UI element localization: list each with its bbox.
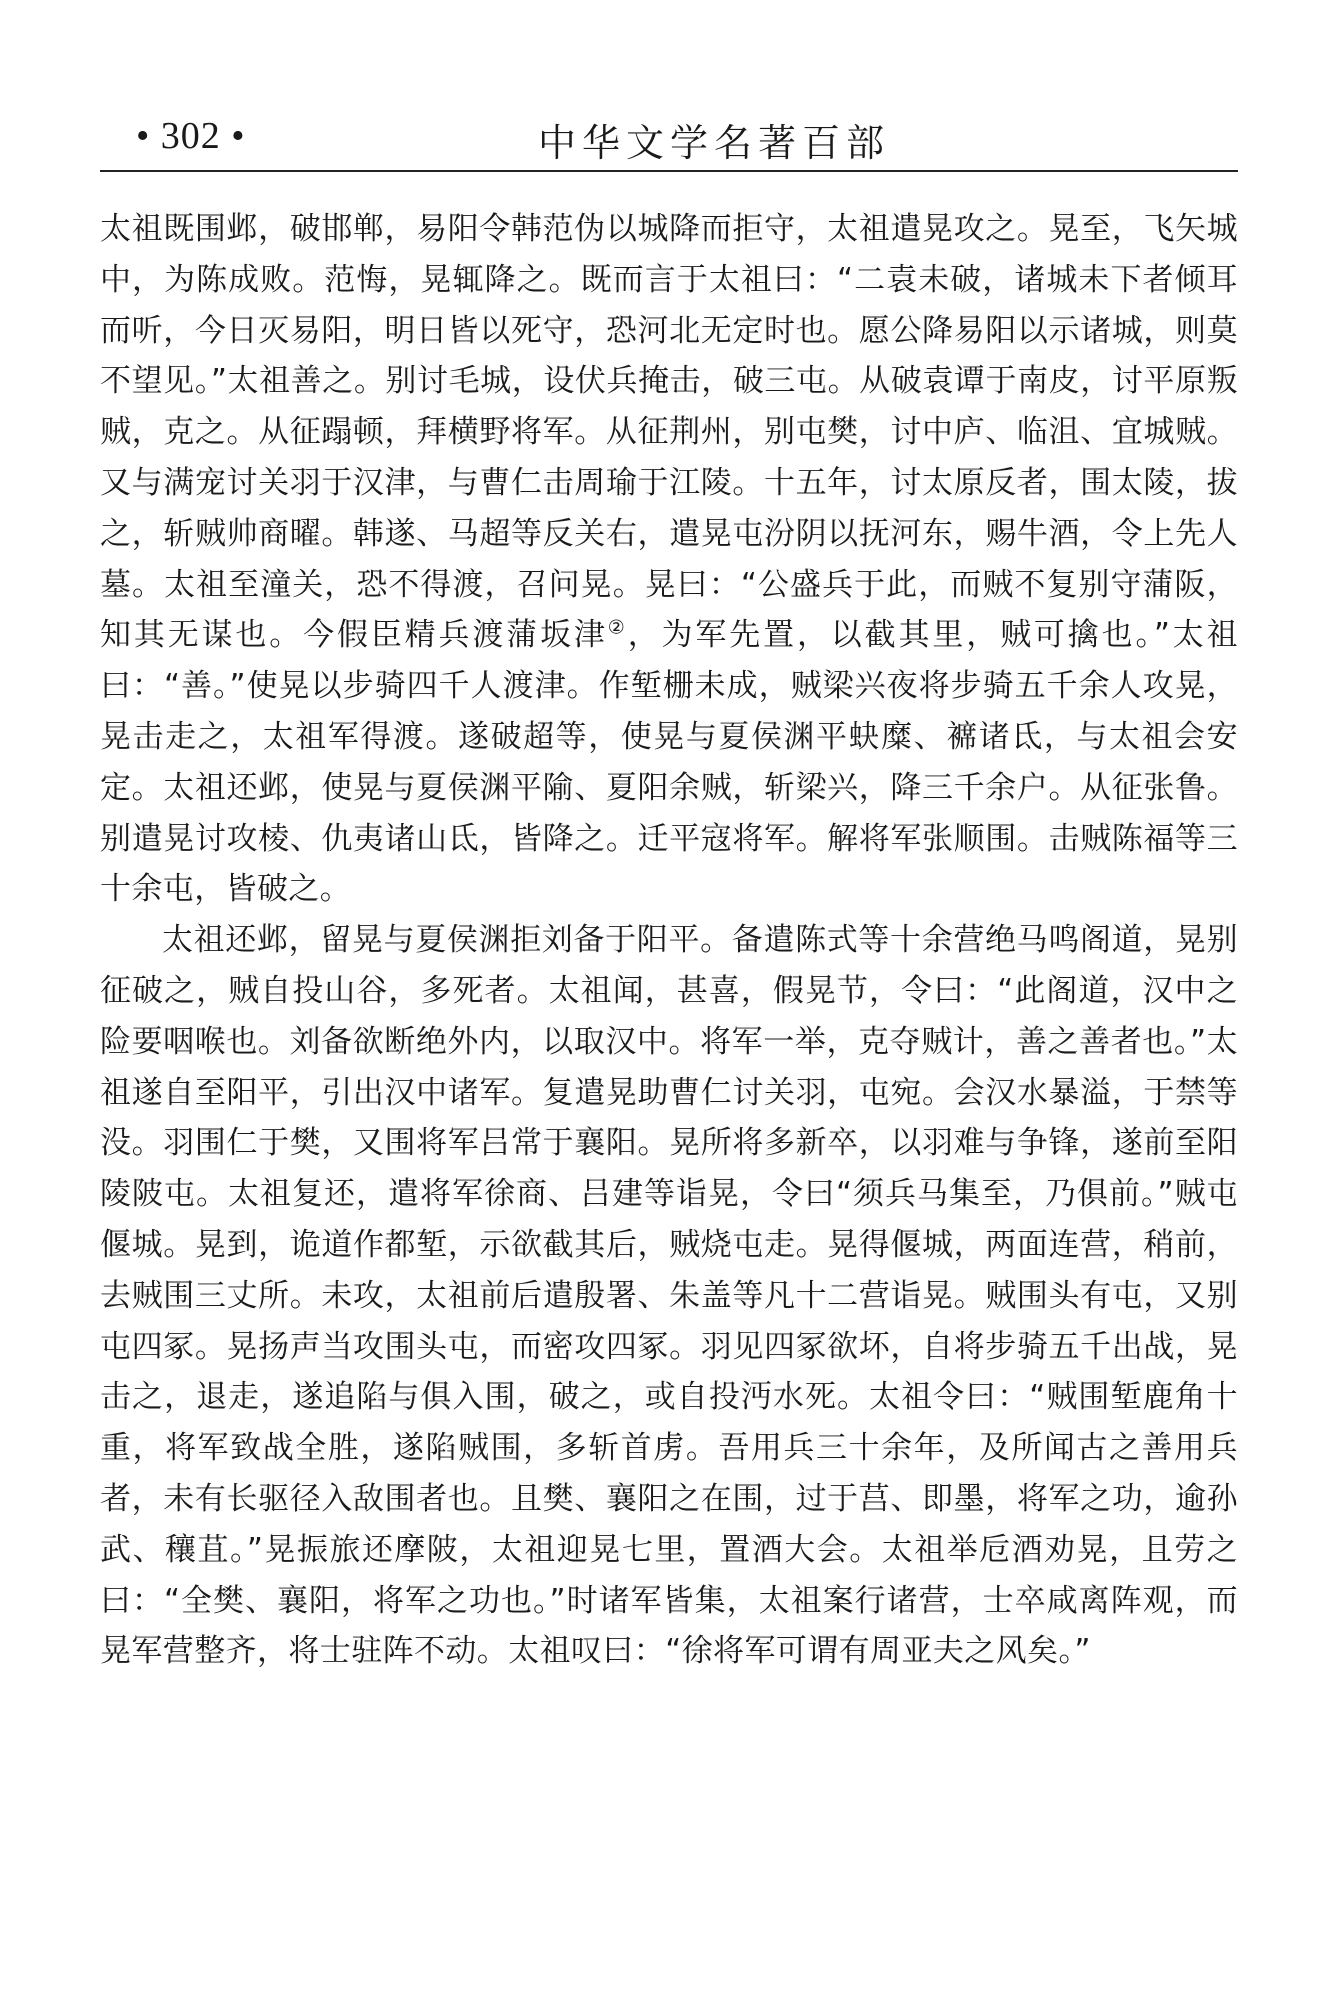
paragraph-2: 太祖还邺，留晃与夏侯渊拒刘备于阳平。备遣陈式等十余营绝马鸣阁道，晃别征破之，贼自投山谷，多死者。太祖闻，甚喜，假晃节，令曰：“此阁道，汉中之险要咽喉也。刘备欲断绝外内，以取汉中。将军一举，克夺贼计，善之善者也。”太祖遂自至阳平，引出汉中诸军。复遣晃助曹仁讨关羽，屯宛。会汉水暴溢，于禁等没。羽围仁于樊，又围将军吕常于襄阳。晃所将多新卒，以羽难与争锋，遂前至阳陵陂屯。太祖复还，遣将军徐商、吕建等诣晃，令曰“须兵马集至，乃俱前。”贼屯偃城。晃到，诡道作都堑，示欲截其后，贼烧屯走。晃得偃城，两面连营，稍前，去贼围三丈所。未攻，太祖前后遣殷署、朱盖等凡十二营诣晃。贼围头有屯，又别屯四冢。晃扬声当攻围头屯，而密攻四冢。羽见四冢欲坏，自将步骑五千出战，晃击之，退走，遂追陷与俱入围，破之，或自投沔水死。太祖令曰：“贼围堑鹿角十重，将军致战全胜，遂陷贼围，多斩首虏。吾用兵三十余年，及所闻古之善用兵者，未有长驱径入敌围者也。且樊、襄阳之在围，过于莒、即墨，将军之功，逾孙武、穰苴。”晃振旅还摩陂，太祖迎晃七里，置酒大会。太祖举卮酒劝晃，且劳之曰：“全樊、襄阳，将军之功也。”时诸军皆集，太祖案行诸营，士卒咸离阵观，而晃军营整齐，将士驻阵不动。太祖叹曰：“徐将军可谓有周亚夫之风矣。” [100, 922, 1238, 1670]
header-divider [100, 170, 1238, 172]
body-text [100, 204, 1238, 1677]
paragraph-1-text-b: ，为军先置，以截其里，贼可擒也。”太祖曰：“善。”使晃以步骑四千人渡津。作堑栅未成，贼梁兴夜将步骑五千余人攻晃，晃击走之，太祖军得渡。遂破超等，使晃与夏侯渊平蚗糜、褯诸氐，与太祖会安定。太祖还邺，使晃与夏侯渊平隃、夏阳余贼，斩梁兴，降三千余户。从征张鲁。别遣晃讨攻棱、仇夷诸山氐，皆降之。迁平寇将军。解将军张顺围。击贼陈福等三十余屯，皆破之。 [100, 617, 1238, 908]
paragraph-1 [100, 204, 1238, 915]
book-title: 中华文学名著百部 [537, 121, 890, 165]
paragraph-1-text-a: 太祖既围邺，破邯郸，易阳令韩范伪以城降而拒守，太祖遣晃攻之。晃至，飞矢城中，为陈成败。范悔，晃辄降之。既而言于太祖曰：“二袁未破，诸城未下者倾耳而听，今日灭易阳，明日皆以死守，恐河北无定时也。愿公降易阳以示诸城，则莫不望见。”太祖善之。别讨毛城，设伏兵掩击，破三屯。从破袁谭于南皮，讨平原叛贼，克之。从征蹋顿，拜横野将军。从征荆州，别屯樊，讨中庐、临沮、宜城贼。又与满宠讨关羽于汉津，与曹仁击周瑜于江陵。十五年，讨太原反者，围太陵，拔之，斩贼帅商曜。韩遂、马超等反关右，遣晃屯汾阴以抚河东，赐牛酒，令上先人墓。太祖至潼关，恐不得渡，召问晃。晃曰：“公盛兵于此，而贼不复别守蒲阪，知其无谋也。今假臣精兵渡蒲坂津 [100, 211, 1238, 654]
page-header [100, 108, 1238, 170]
footnote-marker: ② [607, 617, 628, 640]
page-number: • 302 • [136, 115, 246, 157]
